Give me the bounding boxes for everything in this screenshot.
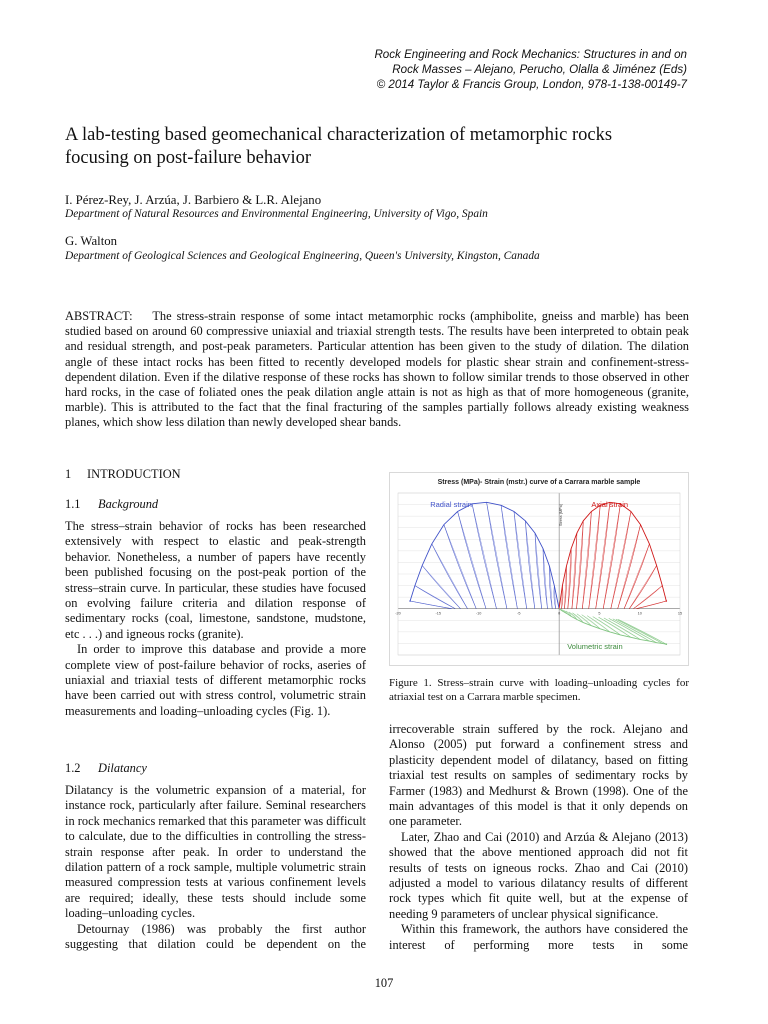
background-text	[65, 519, 366, 719]
paragraph: Detournay (1986) was probably the first author suggesting that dilation could be dependent on the	[65, 921, 366, 952]
authors-primary: I. Pérez-Rey, J. Arzúa, J. Barbiero & L.R. Alejano	[65, 193, 322, 207]
x-tick-label: 0	[558, 611, 561, 616]
reloading-cycle	[543, 549, 548, 609]
stress-strain-chart	[390, 473, 688, 665]
reloading-cycle	[487, 502, 507, 608]
affiliation-primary: Department of Natural Resources and Environmental Engineering, University of Vigo, Spain	[65, 208, 488, 220]
series-end-point	[666, 600, 668, 602]
header-line-3: © 2014 Taylor & Francis Group, London, 978-1-138-00149-7	[376, 78, 687, 91]
reloading-cycle	[582, 615, 601, 629]
reloading-cycle	[587, 616, 610, 632]
reloading-cycle	[472, 504, 496, 609]
reloading-cycle	[613, 619, 657, 643]
reloading-cycle	[636, 601, 666, 609]
x-tick-label: 10	[637, 611, 642, 616]
x-tick-label: 5	[598, 611, 601, 616]
reloading-cycle	[525, 521, 535, 609]
abstract	[65, 309, 689, 431]
legend-axial-strain: Axial strain	[591, 499, 629, 509]
paragraph: In order to improve this database and provide a more complete view of post-failure behavior of rocks, aseries of uniaxial and triaxial tests of different metamorphic rocks have been carried out with stress control, volumetric strain measurements and loading–unloading cycles (Fig. 1).	[65, 642, 366, 718]
subsection-title: Dilatancy	[98, 761, 147, 775]
series-axial-strain	[559, 499, 667, 608]
subsection-number: 1.1	[65, 497, 81, 511]
subsection-heading-background	[65, 497, 158, 512]
x-tick-labels	[395, 612, 682, 616]
reloading-cycle	[458, 512, 486, 609]
figure-1	[389, 472, 689, 666]
paragraph: Later, Zhao and Cai (2010) and Arzúa & Alejano (2013) showed that the above mentioned approach did not fit results of tests on igneous rocks. Zhao and Cai (2010) adjusted a model to various dilatancy results of different rock types which fit quite well, but at the expense of needing 9 parameters of unclear physical significance.	[389, 829, 688, 921]
paragraph: The stress–strain behavior of rocks has been researched extensively with respect to elastic and peak-strength behavior. Nonetheless, a number of papers have recently been published focusing on the post-peak portion of the stress–strain curve. In particular, these studies have focused on evolving failure criteria and dilation response of sedimentary rocks (coal, limestone, sandstone, mudstone, etc . . .) and igneous rocks (granite).	[65, 519, 366, 641]
abstract-label: ABSTRACT:	[65, 309, 133, 323]
reloading-cycle	[603, 504, 620, 609]
subsection-heading-dilatancy	[65, 761, 147, 776]
subsection-title: Background	[98, 497, 159, 511]
x-tick-label: -5	[517, 611, 521, 616]
reloading-cycle	[609, 618, 650, 641]
reloading-cycle	[611, 512, 631, 609]
dilatancy-text	[65, 783, 366, 952]
series-envelope	[410, 499, 559, 608]
x-tick-label: -10	[475, 611, 482, 616]
paragraph: Within this framework, the authors have considered the interest of performing more tests in some	[389, 922, 688, 952]
right-column-text	[389, 722, 688, 953]
series-volumetric-strain	[559, 609, 667, 645]
x-tick-label: 15	[677, 611, 683, 616]
authors-secondary: G. Walton	[65, 234, 118, 248]
legend-volumetric-strain: Volumetric strain	[567, 641, 623, 651]
paragraph: Dilatancy is the volumetric expansion of a material, for instance rock, particularly after failure. Seminal researchers in rock mechanics remarked that this parameter was difficult to calculate, due to the difficulties in controlling the stress-strain response after peak. In order to understand the dilation pattern of a rock sample, multiple volumetric strain measured compression tests at various confinement levels are required; ideally, these tests should include some loading–unloading cycles.	[65, 783, 366, 921]
reloading-cycle	[514, 512, 527, 609]
reloading-cycle	[582, 512, 591, 609]
affiliation-secondary: Department of Geological Sciences and Geological Engineering, Queen's University, Kingston, Canada	[65, 250, 540, 262]
paper-title: A lab-testing based geomechanical characterization of metamorphic rocks focusing on post-failure behavior	[65, 125, 613, 168]
series-end-point	[666, 643, 668, 645]
series-end-point	[409, 600, 411, 602]
section-title: INTRODUCTION	[87, 467, 181, 481]
legend-radial-strain: Radial strain	[430, 499, 472, 509]
chart-title: Stress (MPa)- Strain (mstr.) curve of a Carrara marble sample	[437, 479, 641, 486]
abstract-text: The stress-strain response of some intact metamorphic rocks (amphibolite, gneiss and marble) has been studied based on around 60 compressive uniaxial and triaxial strength tests. The results have been interpreted to obtain peak and residual strength, and post-peak parameters. Particular attention has been given to the study of dilation. The dilation angle of these intact rocks has been fitted to recently developed models for plastic shear strain and confinement-stress-dependent dilation. Even if the dilative response of these rocks has shown to follow similar trends to those observed in other hard rocks, in the case of foliated ones the peak dilation angle attain is not as high as that of more homogeneous (granite, marble). This is attributed to the fact that the final fracturing of the samples partially follows already existing weakness planes, which show less dilation than newly developed shear bands.	[65, 309, 689, 430]
section-heading-introduction	[65, 467, 181, 482]
series-radial-strain	[409, 499, 559, 608]
x-tick-label: -15	[435, 611, 442, 616]
reloading-cycle	[596, 502, 610, 608]
chart-series	[409, 499, 667, 645]
section-number: 1	[65, 467, 72, 481]
page-number: 107	[374, 976, 394, 990]
header-line-1: Rock Engineering and Rock Mechanics: Structures in and on	[374, 48, 687, 61]
x-tick-label: -20	[395, 611, 401, 616]
header-line-2: Rock Masses – Alejano, Perucho, Olalla & Jiménez (Eds)	[392, 63, 687, 76]
paragraph: irrecoverable strain suffered by the rock. Alejano and Alonso (2005) put forward a confinement stress and plasticity dependent model of dilatancy, based on fitting triaxial test results on samples of sedimentary rocks by Farmer (1983) and Medhurst & Brown (1998). One of the main advantages of this model is that it only depends on one parameter.	[389, 722, 688, 829]
running-header	[374, 47, 687, 92]
reloading-cycle	[410, 601, 452, 609]
reloading-cycle	[616, 619, 662, 643]
subsection-number: 1.2	[65, 761, 81, 775]
reloading-cycle	[577, 521, 584, 609]
y-axis-label: Stress (MPa)	[559, 503, 564, 527]
figure-caption: Figure 1. Stress–strain curve with loading–unloading cycles for atriaxial test on a Carrara marble specimen.	[389, 677, 689, 703]
